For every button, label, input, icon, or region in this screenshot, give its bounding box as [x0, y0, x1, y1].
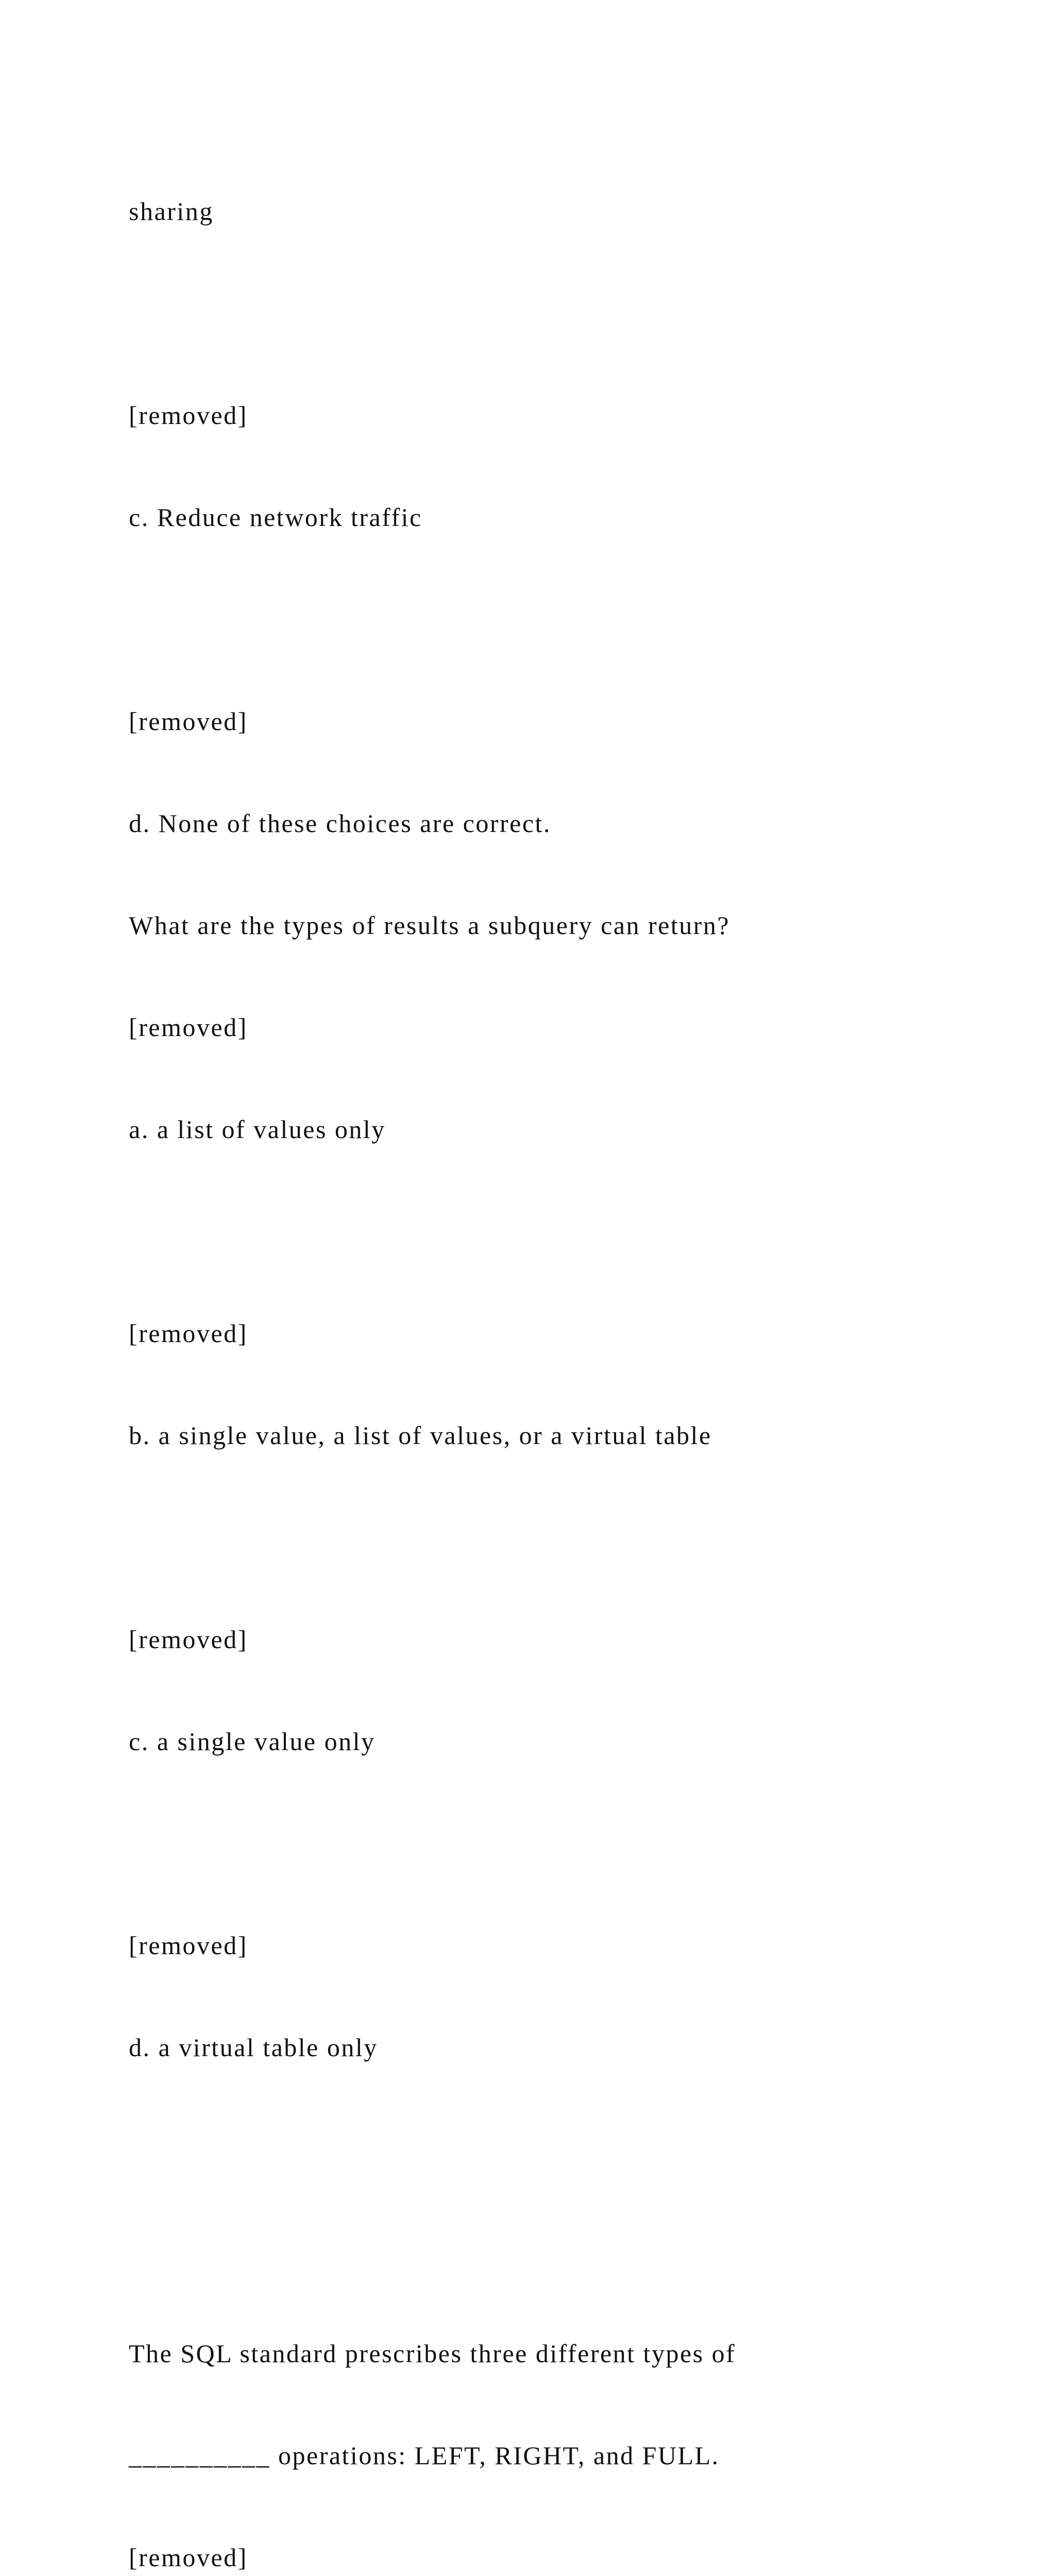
- blank-line: [129, 1214, 963, 1248]
- answer-option: c. a single value only: [129, 1727, 376, 1756]
- text-line: [removed]: [129, 2543, 248, 2572]
- text-line: [removed]: [129, 1931, 248, 1960]
- answer-option: b. a single value, a list of values, or a virtual table: [129, 1421, 712, 1450]
- answer-option: d. None of these choices are correct.: [129, 809, 551, 838]
- text-line: [removed]: [129, 1013, 248, 1042]
- answer-option: d. a virtual table only: [129, 2033, 378, 2062]
- question-text: __________ operations: LEFT, RIGHT, and FULL.: [129, 2441, 720, 2470]
- blank-line: [129, 602, 963, 636]
- question-text: What are the types of results a subquery can return?: [129, 911, 730, 940]
- blank-line: [129, 296, 963, 330]
- answer-option: c. Reduce network traffic: [129, 503, 422, 532]
- blank-line: [129, 1520, 963, 1554]
- text-line: [removed]: [129, 1319, 248, 1348]
- blank-line: [129, 2132, 963, 2166]
- answer-option: a. a list of values only: [129, 1115, 386, 1144]
- text-line: [removed]: [129, 1625, 248, 1654]
- text-line: [removed]: [129, 707, 248, 736]
- text-line: sharing: [129, 197, 214, 226]
- question-text: The SQL standard prescribes three different types of: [129, 2339, 736, 2368]
- blank-line: [129, 2234, 963, 2268]
- document-body: [129, 126, 963, 2576]
- text-line: [removed]: [129, 401, 248, 430]
- blank-line: [129, 1826, 963, 1860]
